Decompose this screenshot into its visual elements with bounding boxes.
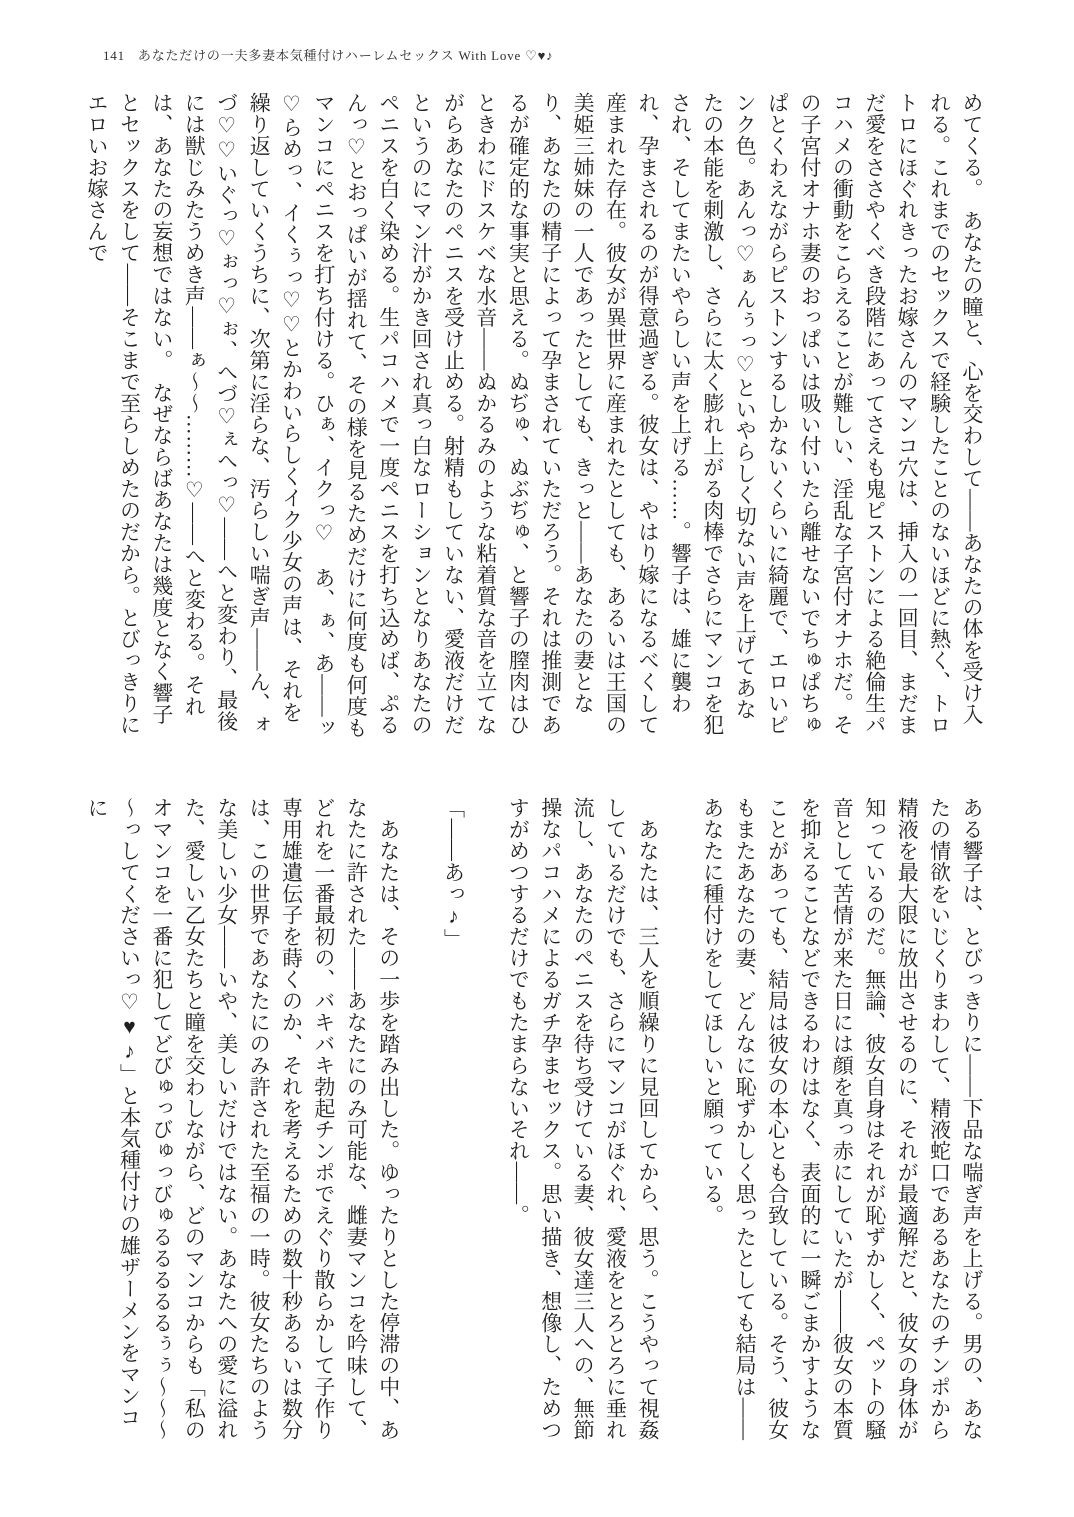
- header-title: あなただけの一夫多妻本気種付けハーレムセックス With Love ♡♥♪: [137, 48, 554, 63]
- text-block-top: [83, 92, 988, 740]
- novel-paragraph: あなたは、三人を順繰りに見回してから、思う。こうやって視姦しているだけでも、さらにマンコがほぐれ、愛液をとろとろに垂れ流し、あなたのペニスを待ち受けている妻、彼女達三人への、無節操なパコハメによるガチ孕まセックス。思い描き、想像し、ためつすがめつするだけでもたまらないそれ――。: [506, 797, 660, 1441]
- page-number: 141: [103, 48, 125, 63]
- novel-paragraph-quote: 「――あっ♪」: [441, 797, 466, 951]
- text-block-bottom: [83, 797, 988, 1449]
- novel-paragraph: めてくる。 あなたの瞳と、心を交わして――あなたの体を受け入れる。これまでのセックスで経験したことのないほどに熱く、トロトロにほぐれきったお嫁さんのマンコ穴は、挿入の一回目、まだまだ愛をささやくべき段階にあってさえも鬼ピストンによる絶倫生パコハメの衝動をこらえることが難しい、淫乱な子宮付オナホだ。その子宮付オナホ妻のおっぱいは吸い付いたら離せないでちゅぱちゅぱとくわえながらピストンするしかないくらいに綺麗で、エロいピンク色。あんっ♡ぁんぅっ♡といやらしく切ない声を上げてあなたの本能を刺激し、さらに太く膨れ上がる肉棒でさらにマンコを犯され、そしてまたいやらしい声を上げる……。響子は、雄に襲われ、孕まされるのが得意過ぎる。彼女は、やはり嫁になるべくして産まれた存在。彼女が異世界に産まれたとしても、あるいは王国の美姫三姉妹の一人であったとしても、きっと――あなたの妻となり、あなたの精子によって孕まされていただろう。それは推測であるが確定的な事実と思える。ぬぢゅ、ぬぶぢゅ、と響子の膣肉はひときわにドスケベな水音――ぬかるみのような粘着質な音を立てながらあなたのペニスを受け止める。射精もしていない、愛液だけだというのにマン汁がかき回され真っ白なローションとなりあなたのペニスを白く染める。生パコハメで一度ペニスを打ち込めば、ぷるんっ♡とおっぱいが揺れて、その様を見るためだけに何度も何度もマンコにペニスを打ち付ける。ひぁ、イクっ♡ あ、ぁ、あ――ッ♡らめっ、イくぅっ♡♡とかわいらしくイク少女の声は、それを繰り返していくうちに、次第に淫らな、汚らしい喘ぎ声――ん、ォづ♡♡いぐっ♡ぉっ♡ぉ、へづ♡ぇへっ♡――へと変わり、最後には獣じみたうめき声――ぁ～～………♡――へと変わる。それは、あなたの妄想ではない。 なぜならばあなたは幾度となく響子とセックスをして――そこまで至らしめたのだから。とびっきりにエロいお嫁さんで: [85, 92, 984, 739]
- page-header: [103, 45, 553, 64]
- novel-paragraph: ある響子は、とびっきりに――下品な喘ぎ声を上げる。男の、あなたの情欲をいじくりまわして、精液蛇口であるあなたのチンポから精液を最大限に放出させるのに、それが最適解だと、彼女の身体が知っているのだ。無論、彼女自身はそれが恥ずかしく、ペットの騒音として苦情が来た日には顔を真っ赤にしていたが――彼女の本質を抑えることなどできるわけはなく、表面的に一瞬ごまかすようなことがあっても、結局は彼女の本心とも合致している。そう、彼女もまたあなたの妻、どんなに恥ずかしく思ったとしても結局は――あなたに種付けをしてほしいと願っている。: [700, 797, 984, 1441]
- novel-paragraph: あなたは、その一歩を踏み出した。ゆったりとした停滞の中、あなたに許された――あなたにのみ可能な、雌妻マンコを吟味して、どれを一番最初の、バキバキ勃起チンポでえぐり散らかして子作り専用雄遺伝子を蒔くのか、それを考えるための数十秒あるいは数分は、この世界であなたにのみ許された至福の一時。彼女たちのような美しい少女――いや、美しいだけではない。あなたへの愛に溢れた、愛しい乙女たちと瞳を交わしながら、どのマンコからも「私のオマンコを一番に犯してどびゅっびゅっびゅるるるるるぅぅ～～～～っしてくださいっ♡♥♪」と本気種付けの雄ザーメンをマンコに: [85, 797, 401, 1441]
